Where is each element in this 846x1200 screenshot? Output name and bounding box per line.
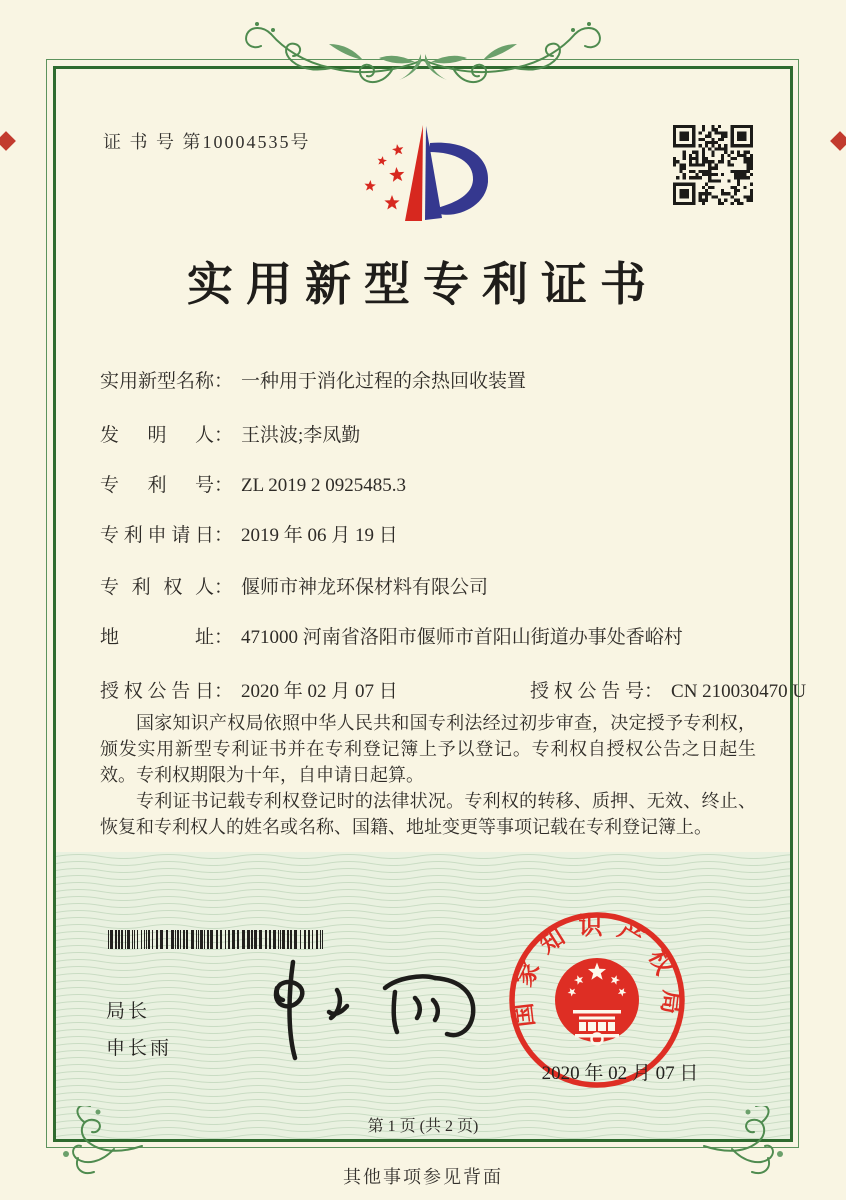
certificate-title: 实用新型专利证书	[187, 259, 659, 310]
field-value: 王洪波;李凤勤	[241, 425, 361, 446]
field-value: ZL 2019 2 0925485.3	[241, 475, 407, 496]
field-value: 一种用于消化过程的余热回收装置	[241, 371, 527, 392]
logo-blue-wedge	[425, 126, 442, 220]
director-title: 局长	[106, 1001, 151, 1022]
field-label: 专利号	[100, 475, 214, 496]
barcode	[108, 930, 327, 949]
field-row-grant: 授权公告日： 2020 年 02 月 07 日 授权公告号： CN 210030470 U	[100, 676, 398, 703]
certificate-number: 证 书 号 第10004535号	[103, 132, 311, 152]
top-flourish-ornament	[233, 18, 613, 103]
field-value: 偃师市神龙环保材料有限公司	[241, 577, 489, 598]
seal-date: 2020 年 02 月 07 日	[541, 1063, 699, 1084]
field-row-inventor: 发明人： 王洪波;李凤勤	[100, 420, 360, 447]
qr-code	[673, 125, 753, 205]
grant-number-group: 授权公告号： CN 210030470 U	[530, 676, 806, 703]
field-row-patent-no: 专利号： ZL 2019 2 0925485.3	[100, 470, 406, 497]
cnipa-logo	[340, 110, 510, 236]
legal-paragraph-1: 国家知识产权局依照中华人民共和国专利法经过初步审查，决定授予专利权，颁发实用新型专利证书并在专利登记簿上予以登记。专利权自授权公告之日起生效。专利权期限为十年，自申请日起算。	[100, 713, 756, 785]
field-value: CN 210030470 U	[671, 681, 807, 702]
field-label: 专利申请日	[100, 525, 214, 546]
field-label: 授权公告日	[100, 681, 214, 702]
field-row-patentee: 专利权人： 偃师市神龙环保材料有限公司	[100, 572, 488, 599]
seal-text: 国家知识产权局	[509, 913, 685, 1029]
field-label: 发明人	[100, 425, 214, 446]
field-value: 2020 年 02 月 07 日	[241, 681, 398, 702]
field-label: 专利权人	[100, 577, 214, 598]
director-signature	[235, 950, 485, 1070]
legal-text	[100, 710, 756, 840]
page-number: 第 1 页 (共 2 页)	[367, 1118, 479, 1135]
field-label: 地址	[100, 627, 214, 648]
field-label: 授权公告号	[530, 681, 644, 702]
logo-red-wedge	[405, 125, 423, 221]
registration-diamond-right	[830, 131, 846, 151]
field-value: 471000 河南省洛阳市偃师市首阳山街道办事处香峪村	[241, 627, 683, 648]
field-label: 实用新型名称	[100, 371, 215, 392]
field-row-name: 实用新型名称： 一种用于消化过程的余热回收装置	[100, 366, 526, 393]
field-row-address: 地址： 471000 河南省洛阳市偃师市首阳山街道办事处香峪村	[100, 622, 683, 649]
seal-national-emblem	[555, 958, 639, 1045]
field-row-filing-date: 专利申请日： 2019 年 06 月 19 日	[100, 520, 398, 547]
field-value: 2019 年 06 月 19 日	[241, 525, 398, 546]
director-name: 申长雨	[106, 1038, 173, 1059]
footer-note: 其他事项参见背面	[343, 1167, 503, 1187]
legal-paragraph-2: 专利证书记载专利权登记时的法律状况。专利权的转移、质押、无效、终止、恢复和专利权人的姓名或名称、国籍、地址变更等事项记载在专利登记簿上。	[100, 791, 756, 837]
registration-diamond-left	[0, 131, 16, 151]
